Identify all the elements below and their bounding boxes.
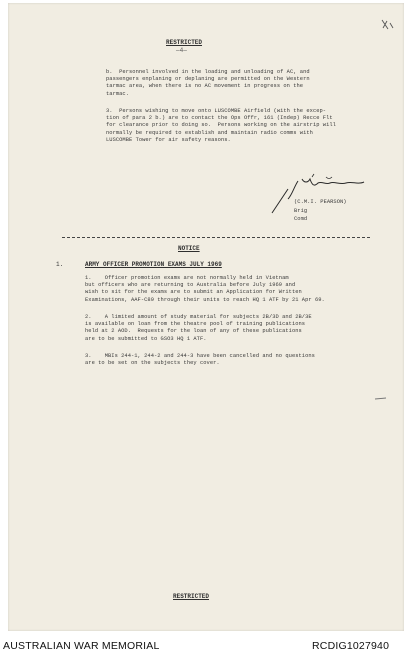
document-page (8, 3, 404, 631)
notice-heading: NOTICE (178, 245, 200, 252)
section-paragraph-2: 2. A limited amount of study material for subjects 2B/3D and 2B/3E is available on loan from the theatre pool of training publications held at 2 AOD. Requests for the loan of any of these publications are to be submitted to GSO3 HQ 1 ATF. (85, 314, 312, 342)
archive-caption: AUSTRALIAN WAR MEMORIAL (3, 640, 160, 652)
section-divider (62, 237, 370, 238)
paragraph-3: 3. Persons wishing to move onto LUSCOMBE Airfield (with the excep- tion of para 2 b.) are to contact the Ops Offr, 161 (Indep) Recce Flt for clearance prior to doing so. Persons working on the airstrip will normally be required to establish and maintain radio comms with LUSCOMBE Tower for air safety reasons. (106, 108, 336, 143)
paragraph-b: b. Personnel involved in the loading and unloading of AC, and passengers enplaning or deplaning are permitted on the Western tarmac area, when there is no AC movement in progress on the tarmac. (106, 69, 310, 97)
signature-icon (268, 173, 378, 217)
signatory-name: (C.M.I. PEARSON) (294, 199, 347, 205)
section-paragraph-3: 3. MBIs 244-1, 244-2 and 244-3 have been cancelled and no questions are to be set on the subjects they cover. (85, 353, 315, 367)
stray-mark-icon (374, 395, 388, 403)
section-title: ARMY OFFICER PROMOTION EXAMS JULY 1969 (85, 261, 222, 268)
footer-classification: RESTRICTED (173, 593, 210, 600)
section-paragraph-1: 1. Officer promotion exams are not normally held in Vietnam but officers who are returning to Australia before July 1969 and wish to sit for the exams are to submit an Application for Written Examinations, AAF-C89 through their units to reach HQ 1 ATF by 21 Apr 69. (85, 275, 325, 303)
header-classification: RESTRICTED (166, 39, 203, 46)
section-number: 1. (56, 261, 64, 268)
archive-reference: RCDIG1027940 (312, 640, 390, 652)
signatory-role: Comd (294, 216, 308, 222)
signatory-rank: Brig (294, 208, 308, 214)
handwritten-mark-icon (380, 17, 396, 35)
header-scribble: —4— (176, 47, 187, 54)
